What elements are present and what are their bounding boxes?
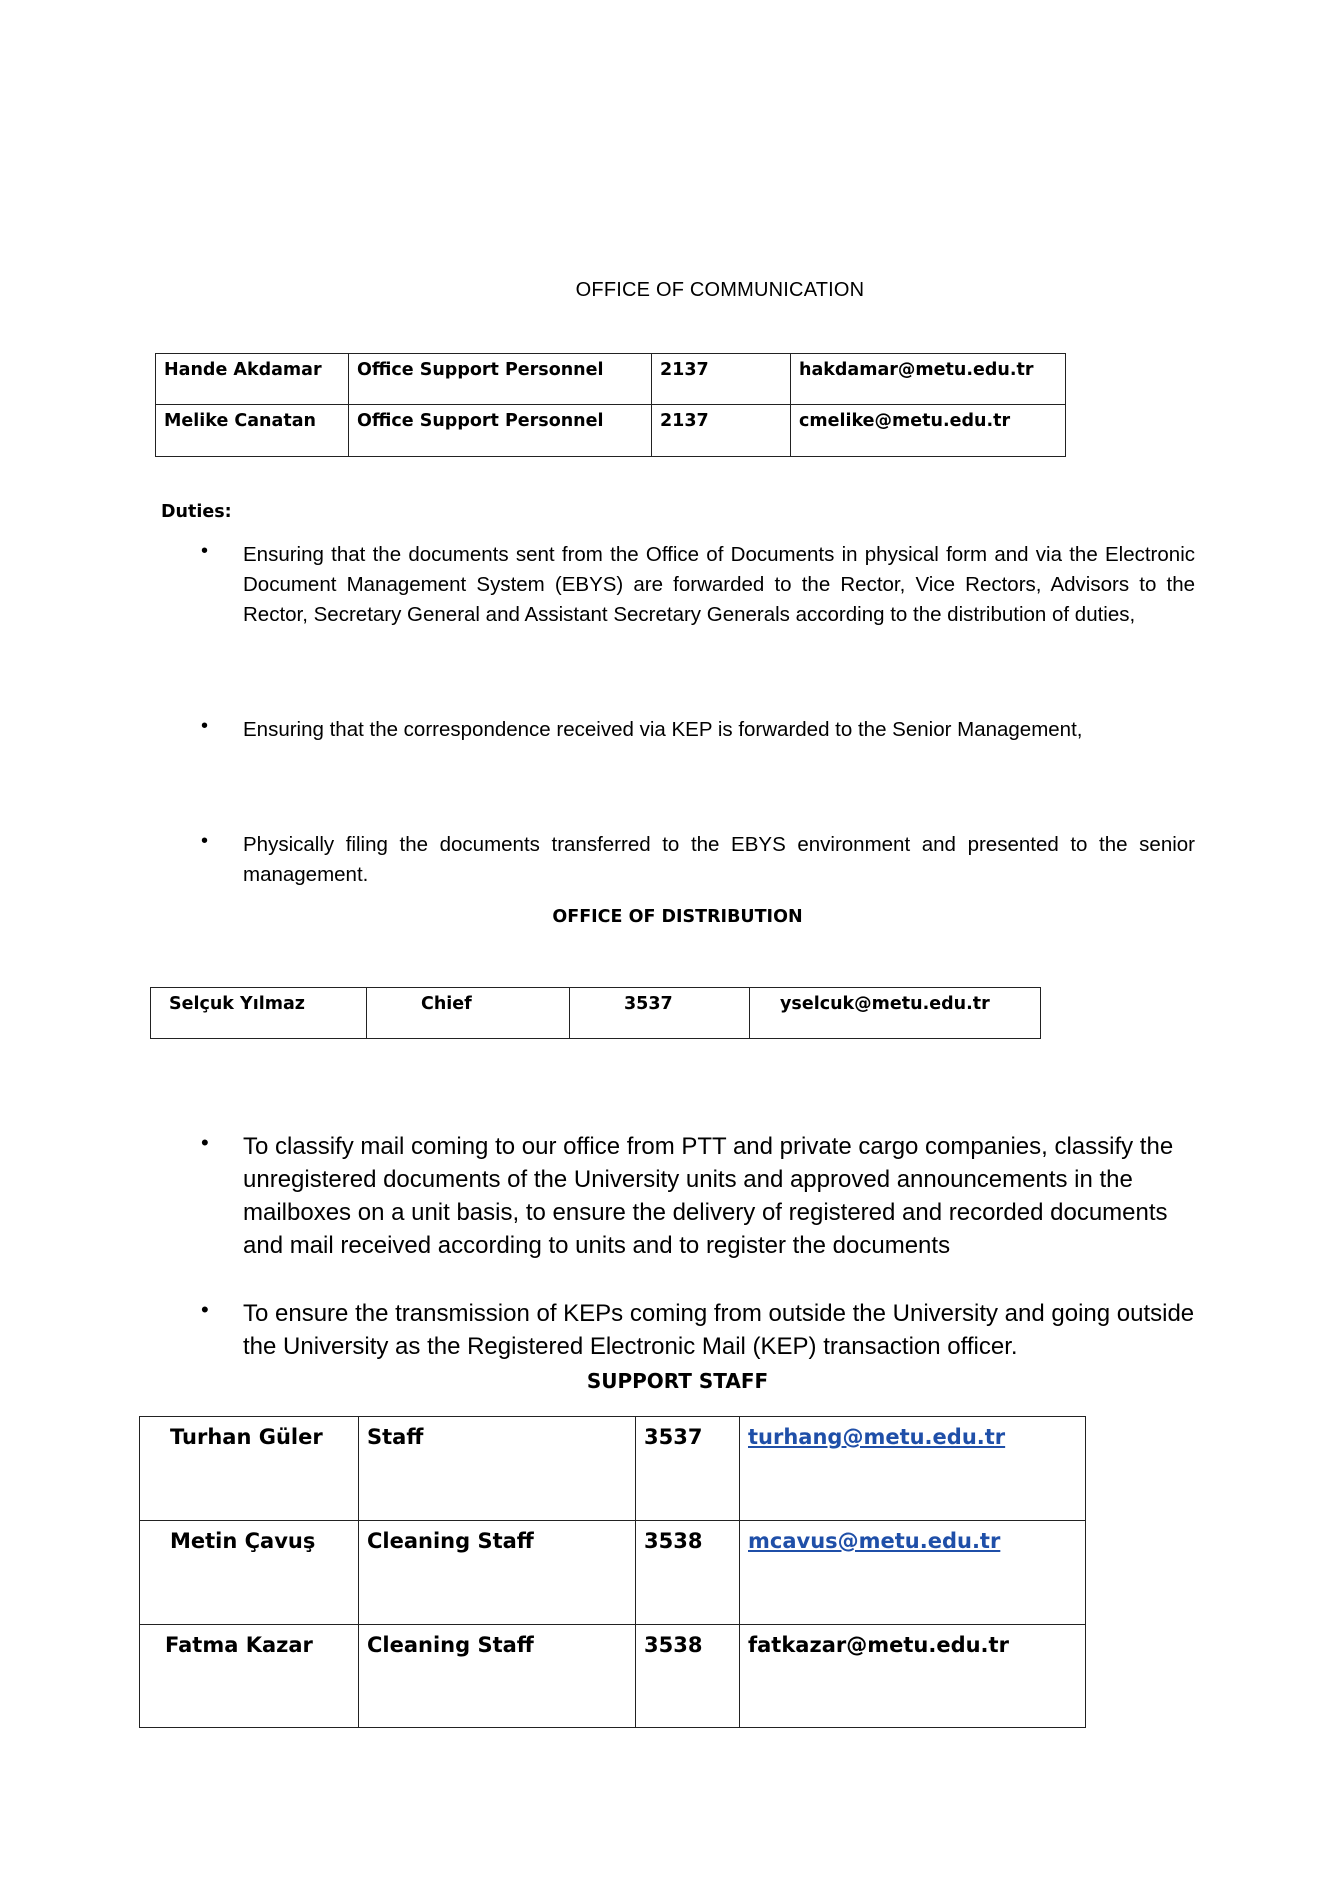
email-cell: fatkazar@metu.edu.tr xyxy=(740,1625,1086,1728)
name-cell: Turhan Güler xyxy=(140,1417,359,1521)
phone-cell: 2137 xyxy=(652,405,791,457)
phone-cell: 3538 xyxy=(636,1625,740,1728)
bullet-icon: • xyxy=(201,830,209,852)
duty-text: Physically filing the documents transferred to the EBYS environment and presented to the senior management. xyxy=(243,833,1195,886)
bullet-icon: • xyxy=(201,1297,209,1322)
name-cell: Metin Çavuş xyxy=(140,1521,359,1625)
duty-text: Ensuring that the documents sent from the Office of Documents in physical form and via the Electronic Document Management System (EBYS) are forwarded to the Rector, Vice Rectors, Advisors to the Rector, Secretary General and Assistant Secretary Generals according to the distribution of duties, xyxy=(243,543,1195,626)
phone-cell: 3537 xyxy=(570,988,750,1039)
duty-text: To ensure the transmission of KEPs coming from outside the University and going outside the University as the Registered Electronic Mail (KEP) transaction officer. xyxy=(243,1300,1195,1360)
duty-text: Ensuring that the correspondence received via KEP is forwarded to the Senior Management, xyxy=(243,718,1083,741)
table-row xyxy=(140,1417,1086,1521)
role-cell: Staff xyxy=(359,1417,636,1521)
table-row xyxy=(156,354,1066,405)
bullet-icon: • xyxy=(201,540,209,562)
name-cell: Melike Canatan xyxy=(156,405,349,457)
name-cell: Selçuk Yılmaz xyxy=(151,988,367,1039)
bullet-icon: • xyxy=(201,1130,209,1155)
support-title: SUPPORT STAFF xyxy=(586,1369,769,1393)
distribution-title: OFFICE OF DISTRIBUTION xyxy=(552,907,803,927)
communication-table xyxy=(155,353,1066,457)
email-cell: yselcuk@metu.edu.tr xyxy=(750,988,1041,1039)
email-cell xyxy=(740,1417,1086,1521)
phone-cell: 3537 xyxy=(636,1417,740,1521)
email-link[interactable]: mcavus@metu.edu.tr xyxy=(748,1529,1001,1553)
phone-cell: 2137 xyxy=(652,354,791,405)
table-row xyxy=(140,1521,1086,1625)
table-row xyxy=(151,988,1041,1039)
role-cell: Cleaning Staff xyxy=(359,1625,636,1728)
email-cell: hakdamar@metu.edu.tr xyxy=(791,354,1066,405)
name-cell: Hande Akdamar xyxy=(156,354,349,405)
distribution-table xyxy=(150,987,1041,1039)
email-cell: cmelike@metu.edu.tr xyxy=(791,405,1066,457)
role-cell: Office Support Personnel xyxy=(349,405,652,457)
table-row xyxy=(156,405,1066,457)
bullet-icon: • xyxy=(201,715,209,737)
support-table xyxy=(139,1416,1086,1728)
table-row xyxy=(140,1625,1086,1728)
email-cell xyxy=(740,1521,1086,1625)
name-cell: Fatma Kazar xyxy=(140,1625,359,1728)
duty-text: To classify mail coming to our office from PTT and private cargo companies, classify the unregistered documents of the University units and approved announcements in the mailboxes on a unit basis, to ensure the delivery of registered and recorded documents and mail received according to units and to register the documents xyxy=(243,1133,1174,1259)
communication-title: OFFICE OF COMMUNICATION xyxy=(575,279,865,301)
duties-label: Duties: xyxy=(161,502,232,522)
email-link[interactable]: turhang@metu.edu.tr xyxy=(748,1425,1006,1449)
role-cell: Chief xyxy=(367,988,570,1039)
phone-cell: 3538 xyxy=(636,1521,740,1625)
role-cell: Cleaning Staff xyxy=(359,1521,636,1625)
role-cell: Office Support Personnel xyxy=(349,354,652,405)
